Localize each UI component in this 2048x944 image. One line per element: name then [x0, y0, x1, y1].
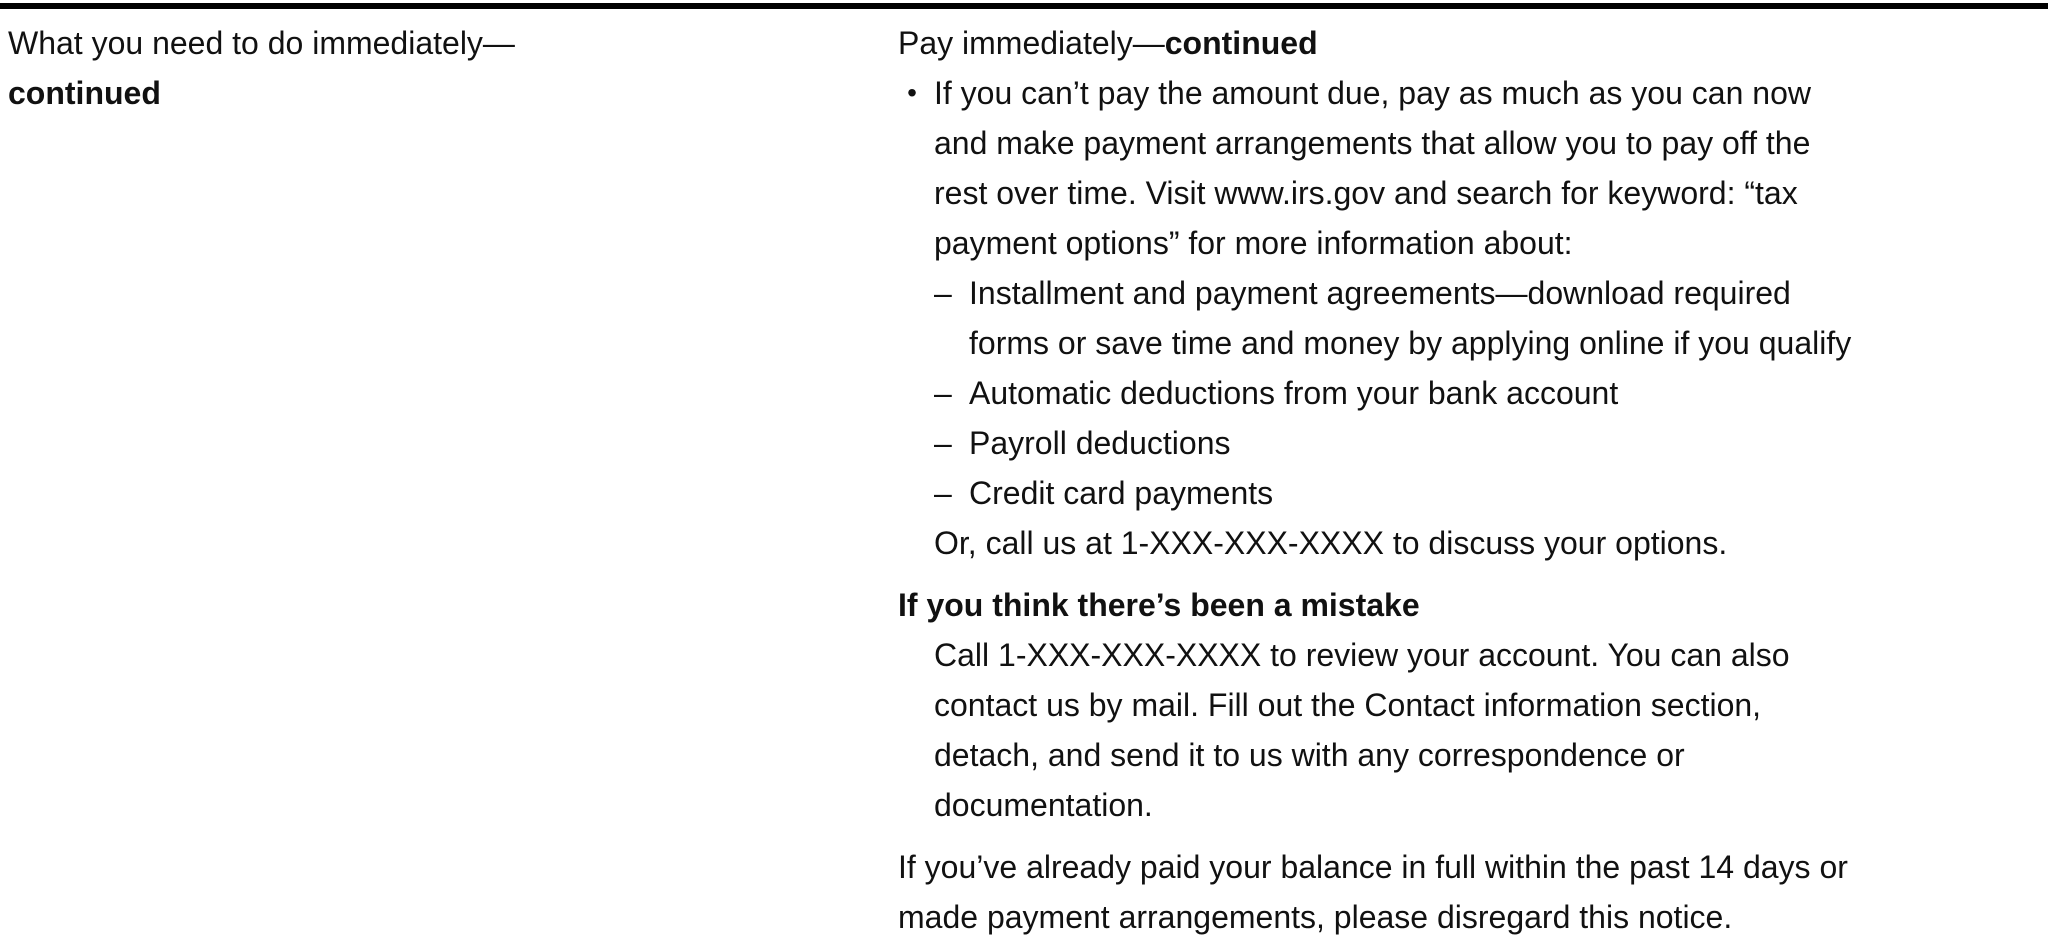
paragraph-line: detach, and send it to us with any correspondence or	[934, 737, 1685, 773]
list-item-line: Credit card payments	[969, 475, 1274, 511]
bullet-line: payment options” for more information about:	[934, 225, 1573, 261]
bullet-icon: •	[907, 77, 917, 108]
payment-options-list	[934, 268, 2038, 518]
closing-paragraph	[898, 842, 2038, 942]
dash-icon: –	[934, 425, 952, 461]
dash-icon: –	[934, 475, 952, 511]
right-column	[898, 18, 2038, 942]
section-title-plain: Pay immediately—	[898, 25, 1165, 61]
left-heading-line2: continued	[8, 75, 161, 111]
mistake-heading: If you think there’s been a mistake	[898, 587, 1420, 623]
list-item-line: Installment and payment agreements—download required	[969, 275, 1791, 311]
list-item-line: Automatic deductions from your bank account	[969, 375, 1619, 411]
mistake-paragraph	[898, 630, 2038, 830]
dash-icon: –	[934, 375, 952, 411]
list-item	[934, 418, 2038, 468]
list-item-line: Payroll deductions	[969, 425, 1231, 461]
payment-bullet	[898, 68, 2038, 568]
dash-icon: –	[934, 275, 952, 311]
paragraph-line: made payment arrangements, please disregard this notice.	[898, 899, 1733, 935]
paragraph-line: contact us by mail. Fill out the Contact information section,	[934, 687, 1762, 723]
section-title	[898, 18, 2038, 68]
list-item	[934, 368, 2038, 418]
list-item	[934, 468, 2038, 518]
paragraph-line: If you’ve already paid your balance in full within the past 14 days or	[898, 849, 1848, 885]
section-title-bold: continued	[1164, 25, 1318, 61]
bullet-line: rest over time. Visit www.irs.gov and search for keyword: “tax	[934, 175, 1798, 211]
list-item-line: forms or save time and money by applying online if you qualify	[969, 325, 1852, 361]
top-rule	[0, 3, 2048, 9]
left-heading-line1: What you need to do immediately—	[8, 25, 515, 61]
list-item	[934, 268, 2038, 368]
paragraph-line: documentation.	[934, 787, 1153, 823]
call-line: Or, call us at 1-XXX-XXX-XXXX to discuss your options.	[934, 525, 1728, 561]
paragraph-line: Call 1-XXX-XXX-XXXX to review your account. You can also	[934, 637, 1790, 673]
bullet-line: If you can’t pay the amount due, pay as much as you can now	[934, 75, 1811, 111]
left-column	[8, 18, 868, 118]
bullet-line: and make payment arrangements that allow you to pay off the	[934, 125, 1811, 161]
